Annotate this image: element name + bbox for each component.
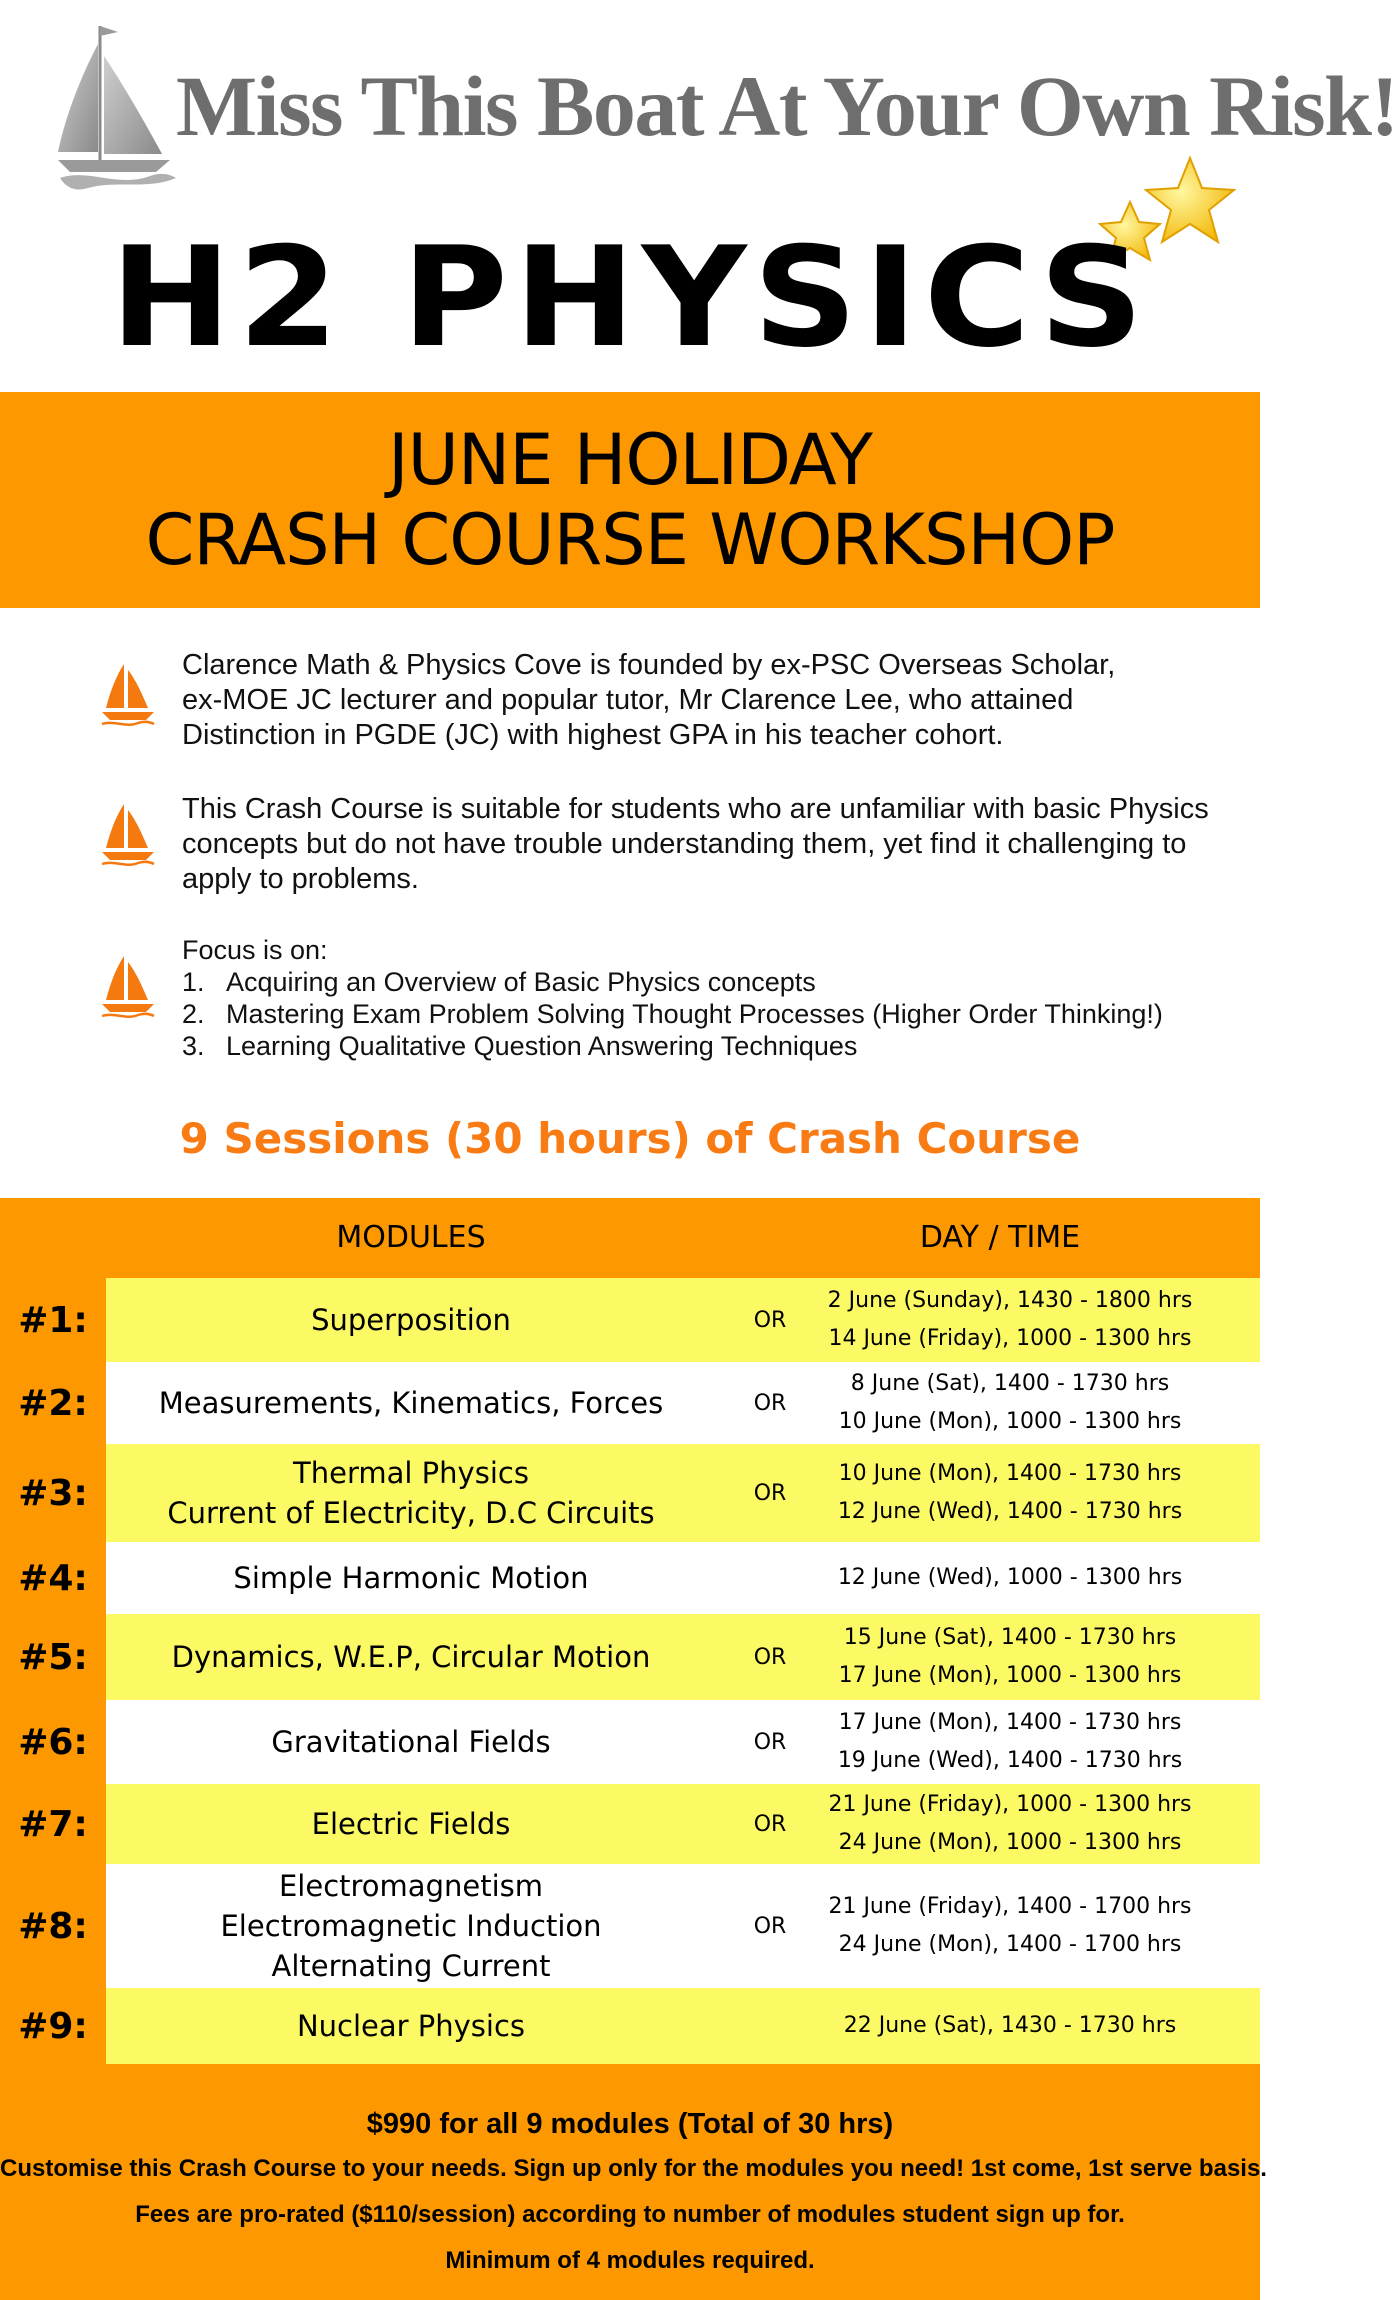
module-line: Gravitational Fields (271, 1725, 551, 1759)
schedule-table (0, 1198, 1267, 2300)
session-time: 15 June (Sat), 1400 - 1730 hrs (843, 1625, 1177, 1650)
module-name (106, 1864, 716, 1988)
focus-heading: Focus is on: (182, 935, 328, 965)
module-line: Electric Fields (311, 1807, 511, 1841)
info-section (0, 608, 1260, 1198)
table-row (0, 1864, 1260, 1988)
sessions-heading: 9 Sessions (30 hours) of Crash Course (179, 1114, 1081, 1163)
list-number: 1. (182, 967, 205, 997)
session-time: 14 June (Friday), 1000 - 1300 hrs (828, 1326, 1192, 1351)
price-text: $990 for all 9 modules (Total of 30 hrs) (366, 2108, 894, 2140)
focus-list (182, 966, 1222, 1062)
session-time: 12 June (Wed), 1000 - 1300 hrs (837, 1565, 1183, 1590)
session-time: 24 June (Mon), 1400 - 1700 hrs (838, 1932, 1182, 1957)
row-cell (106, 1700, 1260, 1784)
list-number: 2. (182, 999, 205, 1029)
page-title: H2 PHYSICS (110, 217, 1150, 378)
row-cell (106, 1362, 1260, 1444)
bullet-text (182, 792, 1222, 897)
row-cell (106, 1988, 1260, 2064)
table-row (0, 1700, 1260, 1784)
table-row (0, 1444, 1260, 1542)
module-number: #1: (18, 1299, 88, 1341)
module-line: Current of Electricity, D.C Circuits (167, 1496, 655, 1530)
or-label: OR (753, 1390, 787, 1416)
module-number: #3: (18, 1472, 88, 1514)
row-cell (106, 1614, 1260, 1700)
bullet-line: This Crash Course is suitable for students who are unfamiliar with basic Physics (182, 793, 1209, 825)
module-name (106, 1700, 716, 1784)
session-time: 19 June (Wed), 1400 - 1730 hrs (837, 1748, 1183, 1773)
table-row (0, 1362, 1260, 1444)
module-number: #9: (18, 2005, 88, 2047)
session-time: 10 June (Mon), 1400 - 1730 hrs (838, 1461, 1182, 1486)
session-time: 17 June (Mon), 1000 - 1300 hrs (838, 1663, 1182, 1688)
session-times (800, 1864, 1220, 1988)
bullet-line: apply to problems. (182, 863, 419, 895)
session-times (800, 1614, 1220, 1700)
session-time: 22 June (Sat), 1430 - 1730 hrs (843, 2013, 1177, 2038)
list-number: 3. (182, 1031, 205, 1061)
table-row (0, 1988, 1260, 2064)
or-label: OR (753, 1307, 787, 1333)
module-line: Electromagnetism (278, 1869, 543, 1903)
column-header-modules: MODULES (336, 1220, 486, 1255)
table-row (0, 1784, 1260, 1864)
or-label (740, 1542, 800, 1614)
or-label (740, 1988, 800, 2064)
module-name (106, 1988, 716, 2064)
or-label: OR (753, 1811, 787, 1837)
list-text: Acquiring an Overview of Basic Physics concepts (226, 967, 816, 997)
table-row (0, 1614, 1260, 1700)
banner-line-1: JUNE HOLIDAY (388, 419, 872, 501)
banner-line-2: CRASH COURSE WORKSHOP (145, 499, 1115, 581)
session-times (800, 1700, 1220, 1784)
module-line: Thermal Physics (293, 1456, 529, 1490)
bullet-line: Clarence Math & Physics Cove is founded by ex-PSC Overseas Scholar, (182, 649, 1116, 681)
footer-note: Minimum of 4 modules required. (445, 2247, 815, 2274)
or-label: OR (753, 1729, 787, 1755)
bullet-line: concepts but do not have trouble understanding them, yet find it challenging to (182, 828, 1187, 860)
sailboat-icon (58, 22, 178, 194)
row-cell (106, 1278, 1260, 1362)
session-time: 2 June (Sunday), 1430 - 1800 hrs (827, 1288, 1193, 1313)
module-line: Alternating Current (271, 1949, 551, 1983)
or-label: OR (753, 1913, 787, 1939)
table-row (0, 1542, 1260, 1614)
list-item (182, 966, 1222, 998)
module-line: Superposition (311, 1303, 511, 1337)
sailboat-icon (100, 952, 156, 1022)
session-times (800, 1362, 1220, 1444)
row-cell (106, 1542, 1260, 1614)
or-label: OR (753, 1644, 787, 1670)
module-name (106, 1542, 716, 1614)
module-number: #6: (18, 1721, 88, 1763)
column-header-day-time: DAY / TIME (919, 1220, 1081, 1255)
session-time: 12 June (Wed), 1400 - 1730 hrs (837, 1499, 1183, 1524)
module-name (106, 1362, 716, 1444)
module-number: #5: (18, 1636, 88, 1678)
session-time: 17 June (Mon), 1400 - 1730 hrs (838, 1710, 1182, 1735)
bullet-line: Distinction in PGDE (JC) with highest GPA in his teacher cohort. (182, 719, 1004, 751)
module-number: #7: (18, 1803, 88, 1845)
session-times (800, 1542, 1220, 1614)
module-line: Simple Harmonic Motion (233, 1561, 589, 1595)
module-name (106, 1278, 716, 1362)
table-row (0, 1278, 1260, 1362)
or-label: OR (753, 1480, 787, 1506)
list-item (182, 1030, 1222, 1062)
session-time: 21 June (Friday), 1400 - 1700 hrs (828, 1894, 1192, 1919)
footer-note: Customise this Crash Course to your needs. Sign up only for the modules you need! 1st come, 1st serve basis. (0, 2155, 1267, 2182)
pricing-footer (0, 2088, 1267, 2284)
sailboat-icon (100, 660, 156, 730)
footer-note: Fees are pro-rated ($110/session) according to number of modules student sign up for. (135, 2201, 1125, 2228)
module-line: Nuclear Physics (296, 2009, 526, 2043)
session-time: 10 June (Mon), 1000 - 1300 hrs (838, 1409, 1182, 1434)
module-number: #2: (18, 1382, 88, 1424)
sailboat-icon (100, 800, 156, 870)
row-cell (106, 1444, 1260, 1542)
bullet-text (182, 648, 1222, 753)
module-number: #4: (18, 1557, 88, 1599)
focus-block (182, 934, 1222, 1062)
tagline: Miss This Boat At Your Own Risk! (176, 58, 1398, 154)
session-time: 21 June (Friday), 1000 - 1300 hrs (828, 1792, 1192, 1817)
header (0, 0, 1398, 392)
module-number: #8: (18, 1905, 88, 1947)
session-times (800, 1278, 1220, 1362)
module-line: Measurements, Kinematics, Forces (158, 1386, 664, 1420)
list-text: Learning Qualitative Question Answering Techniques (226, 1031, 858, 1061)
module-line: Electromagnetic Induction (220, 1909, 602, 1943)
module-name (106, 1784, 716, 1864)
row-cell (106, 1864, 1260, 1988)
list-item (182, 998, 1222, 1030)
list-text: Mastering Exam Problem Solving Thought Processes (Higher Order Thinking!) (226, 999, 1163, 1029)
session-time: 24 June (Mon), 1000 - 1300 hrs (838, 1830, 1182, 1855)
session-time: 8 June (Sat), 1400 - 1730 hrs (850, 1371, 1170, 1396)
bullet-line: ex-MOE JC lecturer and popular tutor, Mr Clarence Lee, who attained (182, 684, 1074, 716)
title-banner (0, 392, 1260, 608)
session-times (800, 1784, 1220, 1864)
module-name (106, 1614, 716, 1700)
session-times (800, 1444, 1220, 1542)
session-times (800, 1988, 1220, 2064)
module-name (106, 1444, 716, 1542)
row-cell (106, 1784, 1260, 1864)
module-line: Dynamics, W.E.P, Circular Motion (171, 1640, 651, 1674)
